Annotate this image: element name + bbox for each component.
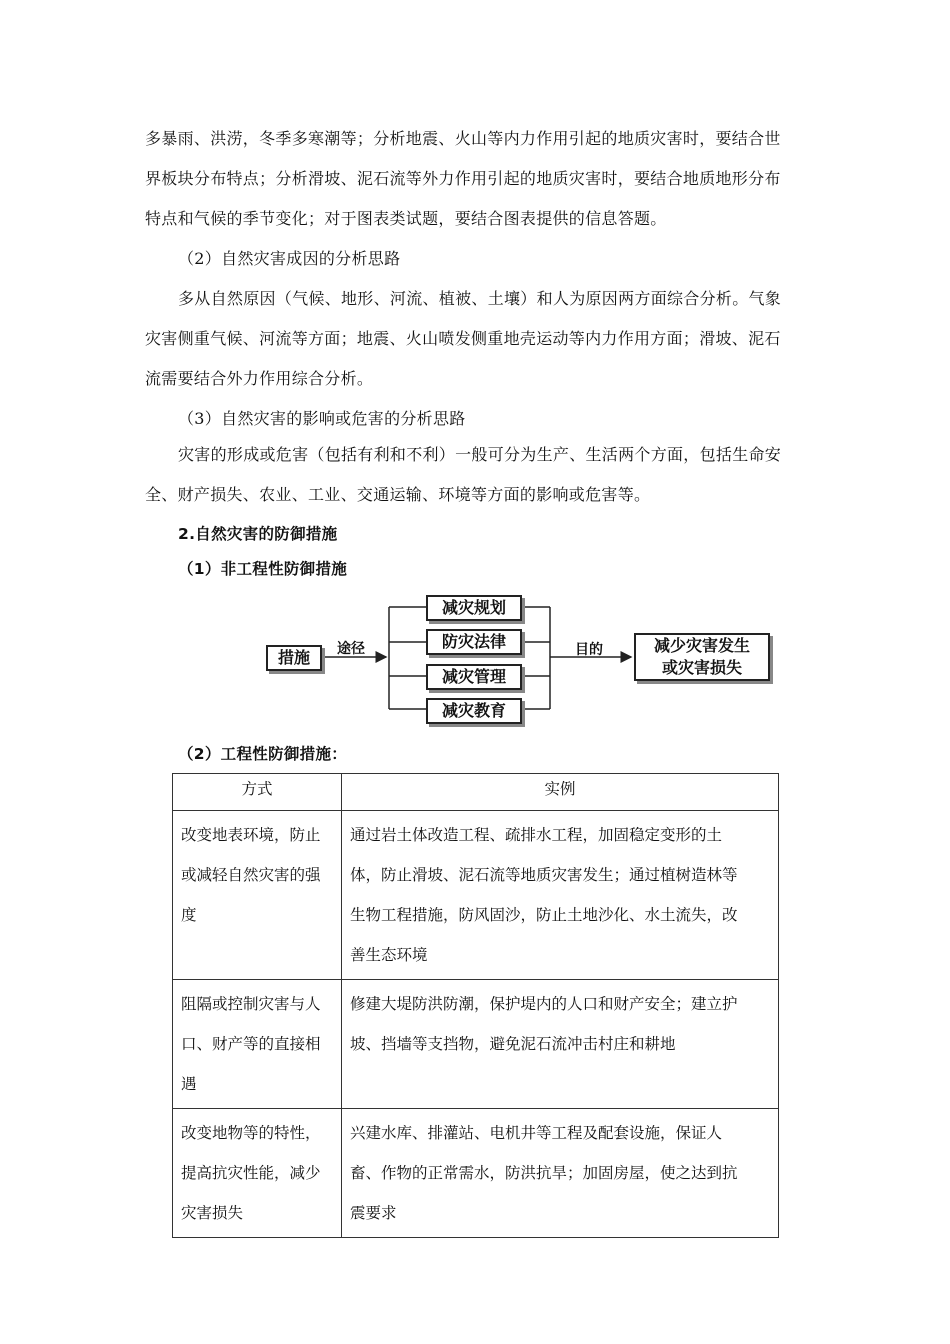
subsection-engineering: （2）工程性防御措施： xyxy=(178,745,348,763)
cell-line: 灾害损失 xyxy=(181,1204,244,1222)
cell-line: 或减轻自然灾害的强 xyxy=(181,866,321,884)
diagram-goal-box xyxy=(634,633,770,681)
cell-line: 坡、挡墙等支挡物，避免泥石流冲击村庄和耕地 xyxy=(350,1035,676,1053)
subsection-nonengineering: （1）非工程性防御措施 xyxy=(178,560,348,578)
path-label: 途径 xyxy=(337,641,365,657)
cell-line: 震要求 xyxy=(350,1204,397,1222)
cell-line: 善生态环境 xyxy=(350,946,428,964)
section-title: 2.自然灾害的防御措施 xyxy=(178,525,338,543)
cell-line: 阻隔或控制灾害与人 xyxy=(181,995,321,1013)
cell-line: 畜、作物的正常需水，防洪抗旱；加固房屋，使之达到抗 xyxy=(350,1164,738,1182)
subheading-impact: （3）自然灾害的影响或危害的分析思路 xyxy=(178,409,466,428)
cell-line: 口、财产等的直接相 xyxy=(181,1035,321,1053)
goal-line: 或灾害损失 xyxy=(661,658,742,677)
diagram-item-box: 减灾规划 xyxy=(426,595,522,621)
table-row xyxy=(173,1109,779,1238)
goal-label: 目的 xyxy=(575,642,603,658)
cell-line: 体，防止滑坡、泥石流等地质灾害发生；通过植树造林等 xyxy=(350,866,738,884)
cell-line: 改变地表环境，防止 xyxy=(181,826,321,844)
table-header-row xyxy=(173,774,779,811)
goal-line: 减少灾害发生 xyxy=(653,636,750,655)
cell-line: 遇 xyxy=(181,1075,197,1093)
method-cell xyxy=(173,980,342,1109)
diagram-item-box: 减灾管理 xyxy=(426,664,522,690)
paragraph-line: 全、财产损失、农业、工业、交通运输、环境等方面的影响或危害等。 xyxy=(145,485,651,504)
example-cell xyxy=(342,980,779,1109)
table-header: 方式 xyxy=(173,774,342,811)
cell-line: 提高抗灾性能，减少 xyxy=(181,1164,321,1182)
table-row xyxy=(173,811,779,980)
diagram-item-box: 防灾法律 xyxy=(426,629,522,655)
paragraph-line: 特点和气候的季节变化；对于图表类试题，要结合图表提供的信息答题。 xyxy=(145,209,667,228)
diagram-start-box: 措施 xyxy=(266,645,322,671)
subheading-cause: （2）自然灾害成因的分析思路 xyxy=(178,249,401,268)
measures-diagram xyxy=(262,592,774,722)
cell-line: 生物工程措施，防风固沙，防止土地沙化、水土流失，改 xyxy=(350,906,738,924)
table-row xyxy=(173,980,779,1109)
diagram-item-box: 减灾教育 xyxy=(426,698,522,724)
cell-line: 改变地物等的特性， xyxy=(181,1124,321,1142)
example-cell xyxy=(342,1109,779,1238)
paragraph-line: 灾害侧重气候、河流等方面；地震、火山喷发侧重地壳运动等内力作用方面；滑坡、泥石 xyxy=(145,329,781,348)
method-cell xyxy=(173,811,342,980)
method-cell xyxy=(173,1109,342,1238)
cell-line: 度 xyxy=(181,906,197,924)
table-header: 实例 xyxy=(342,774,779,811)
paragraph-line: 流需要结合外力作用综合分析。 xyxy=(145,369,374,388)
measures-table xyxy=(172,773,779,1238)
paragraph-line: 界板块分布特点；分析滑坡、泥石流等外力作用引起的地质灾害时，要结合地质地形分布 xyxy=(145,169,781,188)
paragraph-line: 多从自然原因（气候、地形、河流、植被、土壤）和人为原因两方面综合分析。气象 xyxy=(178,289,782,308)
cell-line: 修建大堤防洪防潮，保护堤内的人口和财产安全；建立护 xyxy=(350,995,738,1013)
example-cell xyxy=(342,811,779,980)
paragraph-line: 多暴雨、洪涝，冬季多寒潮等；分析地震、火山等内力作用引起的地质灾害时，要结合世 xyxy=(145,129,781,148)
cell-line: 通过岩土体改造工程、疏排水工程，加固稳定变形的土 xyxy=(350,826,723,844)
paragraph-line: 灾害的形成或危害（包括有利和不利）一般可分为生产、生活两个方面，包括生命安 xyxy=(178,445,782,464)
cell-line: 兴建水库、排灌站、电机井等工程及配套设施，保证人 xyxy=(350,1124,723,1142)
